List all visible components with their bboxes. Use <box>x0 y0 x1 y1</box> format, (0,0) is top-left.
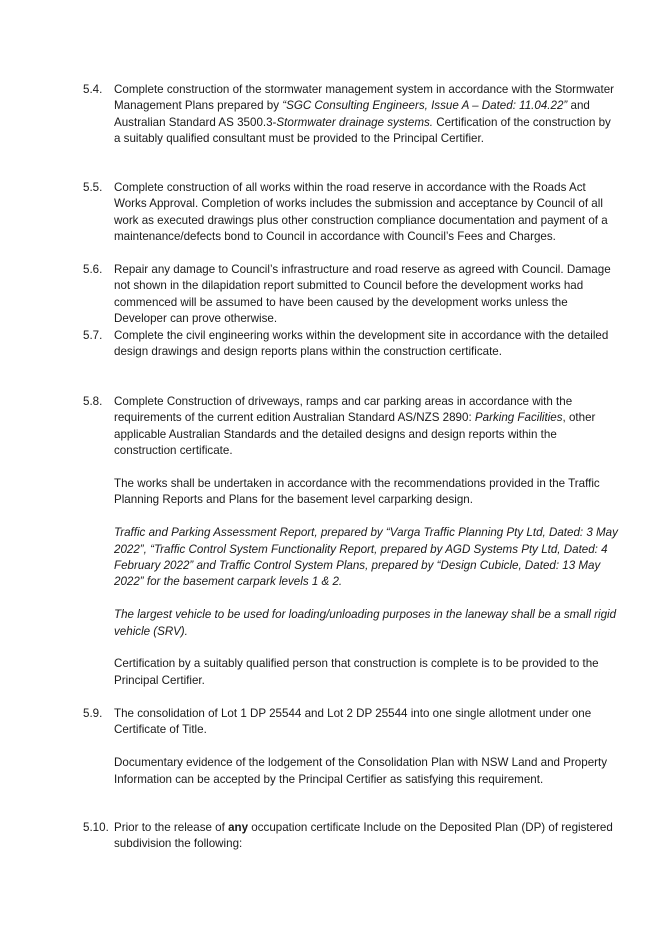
text-run: “SGC Consulting Engineers, Issue A – Dated: 11.04.22” <box>282 99 568 113</box>
clause-body <box>114 394 618 689</box>
clause-paragraph <box>114 706 618 739</box>
text-run: The largest vehicle to be used for loading/unloading purposes in the laneway shall be a small rigid vehicle (SRV). <box>114 608 617 638</box>
text-run: Complete Construction of driveways, ramps and car parking areas in accordance with the requirements of the current edition Australian Standard AS/NZS 2890: <box>114 395 573 425</box>
text-run: and Australian Standard AS 3500.3- <box>114 99 590 129</box>
clause-paragraph <box>114 180 618 246</box>
clause-number: 5.6. <box>83 263 103 276</box>
text-run: Parking Facilities <box>474 411 563 425</box>
text-run: Prior to the release of <box>114 821 229 834</box>
clause-body <box>114 180 618 246</box>
clause-number: 5.4. <box>83 83 103 96</box>
clause-5-5 <box>83 180 618 246</box>
clause-5-8 <box>83 394 618 689</box>
text-run: occupation certificate Include on the Deposited Plan (DP) of registered subdivision the following: <box>114 821 613 851</box>
clause-paragraph <box>114 394 618 460</box>
clause-paragraph <box>114 607 618 640</box>
clause-paragraph <box>114 656 618 689</box>
text-run: Complete the civil engineering works within the development site in accordance with the detailed design drawings and design reports plans within the construction certificate. <box>114 329 609 359</box>
text-run: Complete construction of all works within the road reserve in accordance with the Roads Act Works Approval. Completion of works includes the submission and acceptance by Council of all work as executed drawings plus other construction compliance documentation and payment of a maintenance/defects bond to Council in accordance with Council’s Fees and Charges. <box>114 181 608 244</box>
text-run: Documentary evidence of the lodgement of the Consolidation Plan with NSW Land and Property Information can be accepted by the Principal Certifier as satisfying this requirement. <box>114 756 608 786</box>
clause-body <box>114 328 618 361</box>
clause-number: 5.9. <box>83 707 103 720</box>
clause-body <box>114 706 618 788</box>
text-run: The consolidation of Lot 1 DP 25544 and Lot 2 DP 25544 into one single allotment under one Certificate of Title. <box>114 707 592 737</box>
clause-body <box>114 82 618 148</box>
clause-5-10 <box>83 820 618 853</box>
clause-paragraph <box>114 476 618 509</box>
clause-paragraph <box>114 328 618 361</box>
clause-5-7 <box>83 328 618 361</box>
clause-number: 5.7. <box>83 329 103 342</box>
clause-body <box>114 820 618 853</box>
clause-number: 5.10. <box>83 821 109 834</box>
clause-paragraph <box>114 525 618 591</box>
clause-body <box>114 262 618 328</box>
clause-number: 5.8. <box>83 395 103 408</box>
text-run: Certification of the construction by a suitably qualified consultant must be provided to the Principal Certifier. <box>114 115 611 146</box>
clause-paragraph <box>114 820 618 853</box>
text-run: any <box>228 821 249 834</box>
clause-5-6 <box>83 262 618 328</box>
text-run: Stormwater drainage systems. <box>276 115 433 129</box>
clause-number: 5.5. <box>83 181 103 194</box>
text-run: , other applicable Australian Standards and the detailed designs and design reports within the construction certificate. <box>114 411 596 458</box>
clause-5-4 <box>83 82 618 148</box>
text-run: Traffic and Parking Assessment Report, prepared by “Varga Traffic Planning Pty Ltd, Dated: 3 May 2022”, “Traffic Control System Functionality Report, prepared by AGD Systems Pty Ltd, Dated: 4 February 2022” and Traffic Control System Plans, prepared by “Design Cubicle, Dated: 13 May 2022” for the basement carpark levels 1 & 2. <box>114 526 618 589</box>
clause-paragraph <box>114 755 618 788</box>
clause-paragraph <box>114 82 618 148</box>
text-run: Repair any damage to Council’s infrastructure and road reserve as agreed with Council. Damage not shown in the dilapidation report submitted to Council before the development works had commenced will be assumed to have been caused by the development works unless the Developer can prove otherwise. <box>114 263 611 326</box>
text-run: Complete construction of the stormwater management system in accordance with the Stormwater Management Plans prepared by <box>114 83 615 113</box>
clause-5-9 <box>83 706 618 788</box>
text-run: Certification by a suitably qualified person that construction is complete is to be provided to the Principal Certifier. <box>114 657 599 687</box>
text-run: The works shall be undertaken in accordance with the recommendations provided in the Traffic Planning Reports and Plans for the basement level carparking design. <box>114 477 600 507</box>
clause-paragraph <box>114 262 618 328</box>
